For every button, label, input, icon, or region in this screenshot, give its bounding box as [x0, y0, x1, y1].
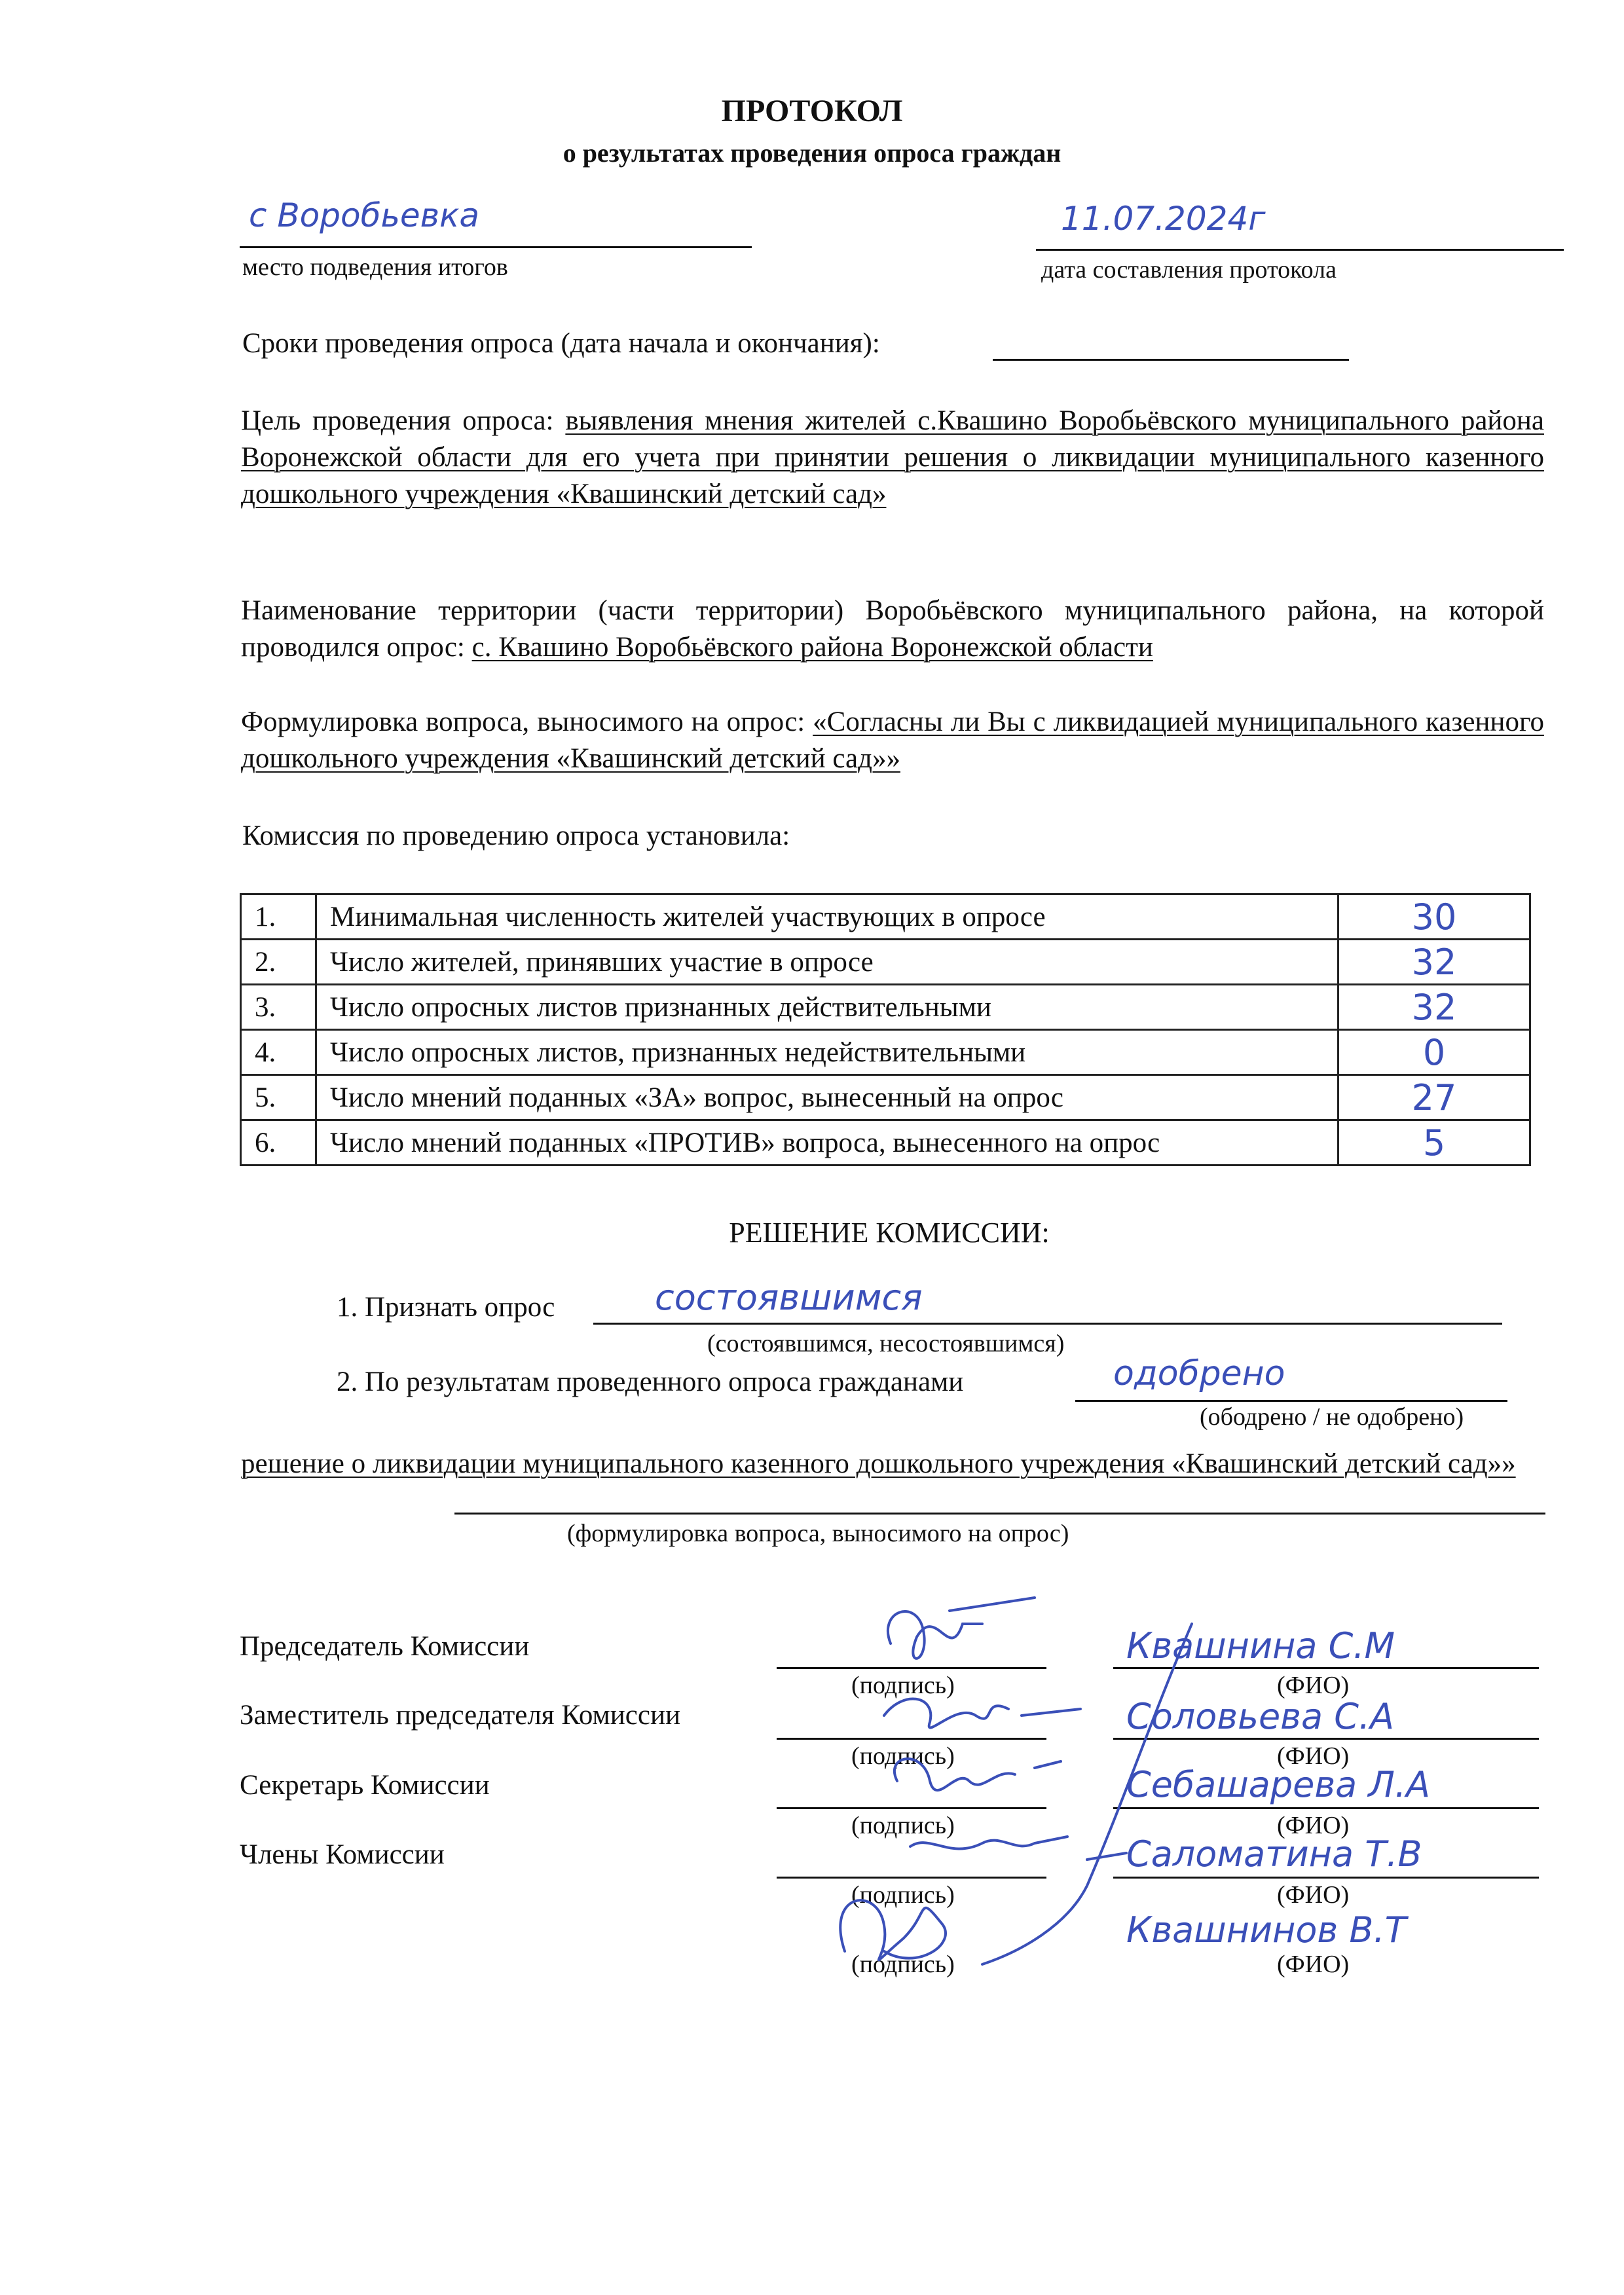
territory-label: Наименование территории (части территории) Воробьёвского муниципального района, на которой проводился опрос:	[241, 595, 1544, 663]
question-label: Формулировка вопроса, выносимого на опрос:	[241, 707, 805, 737]
date-line	[1036, 249, 1564, 251]
table-row	[241, 1120, 1530, 1166]
row-label: Число мнений поданных «ЗА» вопрос, вынесенный на опрос	[316, 1075, 1338, 1120]
name-member-2: Квашнинов В.Т	[1126, 1909, 1407, 1951]
date-label: дата составления протокола	[1041, 256, 1337, 284]
row-number: 6.	[241, 1120, 316, 1166]
row-number: 5.	[241, 1075, 316, 1120]
date-value: 11.07.2024г	[1061, 200, 1266, 238]
role-secretary: Секретарь Комиссии	[240, 1770, 490, 1801]
decision-item2-line	[1075, 1400, 1507, 1402]
decision-item2-text-line	[454, 1513, 1545, 1515]
decision-heading: РЕШЕНИЕ КОМИССИИ:	[729, 1217, 1050, 1249]
row-label: Число опросных листов, признанных недействительными	[316, 1030, 1338, 1075]
table-row	[241, 1075, 1530, 1120]
role-members: Члены Комиссии	[240, 1839, 445, 1870]
decision-item2-text: решение о ликвидации муниципального казенного дошкольного учреждения «Квашинский детский сад»»	[241, 1448, 1516, 1479]
goal-label: Цель проведения опроса:	[241, 405, 554, 436]
row-label: Число опросных листов признанных действительными	[316, 985, 1338, 1030]
role-chairman: Председатель Комиссии	[240, 1631, 530, 1662]
name-chairman: Квашнина С.М	[1126, 1625, 1395, 1666]
decision-item1-value: состоявшимся	[655, 1277, 923, 1318]
row-number: 1.	[241, 894, 316, 940]
table-row	[241, 1030, 1530, 1075]
decision-item2-text-hint: (формулировка вопроса, выносимого на опрос)	[567, 1520, 1069, 1547]
sign-hint: (подпись)	[851, 1881, 955, 1909]
row-number: 4.	[241, 1030, 316, 1075]
terms-line	[993, 359, 1349, 361]
row-label: Число мнений поданных «ПРОТИВ» вопроса, вынесенного на опрос	[316, 1120, 1338, 1166]
results-table	[240, 893, 1531, 1166]
decision-item1-line	[593, 1323, 1502, 1325]
question-text: «Согласны ли Вы с ликвидацией муниципального казенного дошкольного учреждения «Квашинский детский сад»»	[241, 707, 1545, 774]
name-deputy: Соловьева С.А	[1126, 1696, 1395, 1737]
document-subtitle: о результатах проведения опроса граждан	[563, 138, 1061, 168]
goal-paragraph	[241, 403, 1544, 513]
handwritten-signatures-image	[786, 1585, 1231, 1991]
row-value: 0	[1338, 1030, 1530, 1075]
sign-hint: (подпись)	[851, 1951, 955, 1978]
row-value: 27	[1338, 1075, 1530, 1120]
table-row	[241, 940, 1530, 985]
row-number: 2.	[241, 940, 316, 985]
name-hint: (ФИО)	[1277, 1881, 1350, 1909]
table-row	[241, 894, 1530, 940]
name-secretary: Себашарева Л.А	[1126, 1764, 1431, 1805]
name-hint: (ФИО)	[1277, 1812, 1350, 1839]
sign-hint: (подпись)	[851, 1812, 955, 1839]
decision-item1-label: 1. Признать опрос	[337, 1292, 555, 1323]
decision-item1-hint: (состоявшимся, несостоявшимся)	[707, 1330, 1065, 1357]
name-hint: (ФИО)	[1277, 1672, 1350, 1699]
commission-intro: Комиссия по проведению опроса установила:	[242, 820, 790, 851]
row-label: Число жителей, принявших участие в опросе	[316, 940, 1338, 985]
name-hint: (ФИО)	[1277, 1951, 1350, 1978]
row-value: 30	[1338, 894, 1530, 940]
decision-item2-value: одобрено	[1113, 1354, 1285, 1393]
row-number: 3.	[241, 985, 316, 1030]
terms-label: Сроки проведения опроса (дата начала и окончания):	[242, 328, 880, 359]
name-member-1: Саломатина Т.В	[1126, 1833, 1422, 1875]
row-value: 32	[1338, 940, 1530, 985]
row-value: 5	[1338, 1120, 1530, 1166]
role-deputy: Заместитель председателя Комиссии	[240, 1700, 680, 1731]
place-value: с Воробьевка	[249, 196, 479, 234]
sign-hint: (подпись)	[851, 1742, 955, 1770]
row-label: Минимальная численность жителей участвующих в опросе	[316, 894, 1338, 940]
row-value: 32	[1338, 985, 1530, 1030]
name-hint: (ФИО)	[1277, 1742, 1350, 1770]
sign-hint: (подпись)	[851, 1672, 955, 1699]
document-title: ПРОТОКОЛ	[721, 94, 903, 128]
goal-text: выявления мнения жителей с.Квашино Воробьёвского муниципального района Воронежской области для его учета при принятии решения о ликвидации муниципального казенного дошкольного учреждения «Квашинский детский сад»	[241, 405, 1545, 509]
place-label: место подведения итогов	[242, 253, 508, 281]
table-row	[241, 985, 1530, 1030]
place-line	[240, 246, 752, 248]
territory-text: с. Квашино Воробьёвского района Воронежской области	[471, 632, 1153, 663]
decision-item2-hint: (ободрено / не одобрено)	[1200, 1403, 1464, 1431]
question-paragraph	[241, 704, 1544, 777]
territory-paragraph	[241, 593, 1544, 666]
decision-item2-label: 2. По результатам проведенного опроса гражданами	[337, 1367, 964, 1397]
